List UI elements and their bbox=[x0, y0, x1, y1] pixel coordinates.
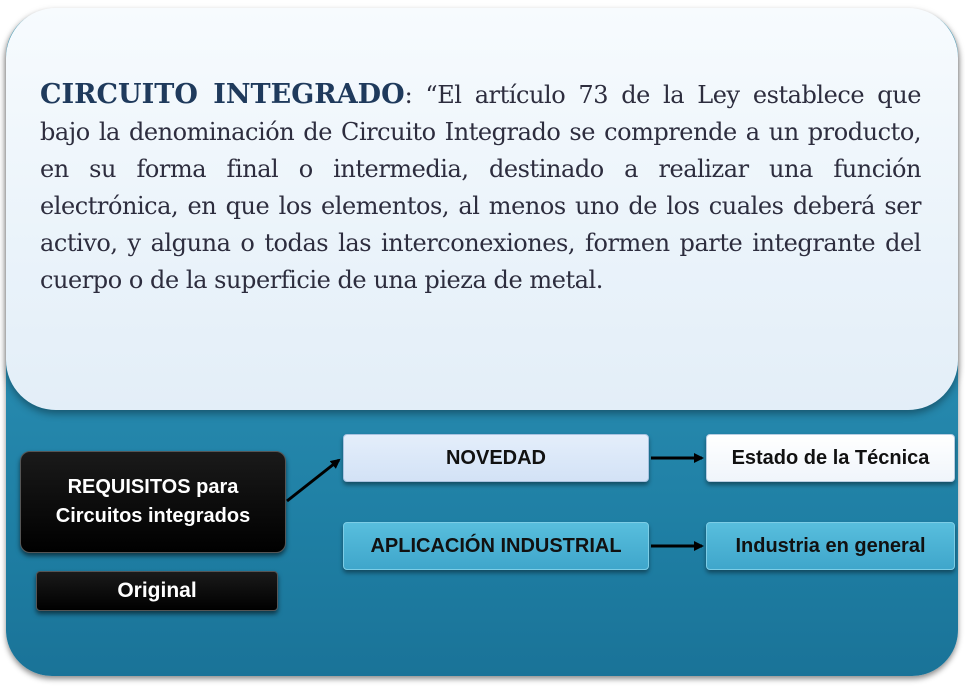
requisitos-box bbox=[20, 451, 286, 553]
definition-separator: : bbox=[404, 81, 426, 109]
aplicacion-industrial-box bbox=[343, 522, 649, 570]
original-label: Original bbox=[117, 579, 197, 602]
definition-text bbox=[40, 76, 921, 299]
definition-body: “El artículo 73 de la Ley establece que bajo la denominación de Circuito Integrado se comprende a un producto, en su forma final o intermedia, destinado a realizar una función electrónica, en que los elementos, al menos uno de los cuales deberá ser activo, y alguna o todas las interconexiones, formen parte integrante del cuerpo o de la superficie de una pieza de metal. bbox=[40, 81, 921, 294]
requisitos-title-line1: REQUISITOS para bbox=[67, 476, 239, 498]
novedad-label: NOVEDAD bbox=[445, 446, 546, 469]
estado-tecnica-box bbox=[706, 434, 955, 482]
industria-general-box bbox=[706, 522, 955, 570]
aplicacion-industrial-label: APLICACIÓN INDUSTRIAL bbox=[370, 534, 622, 557]
definition-term: CIRCUITO INTEGRADO bbox=[40, 79, 405, 110]
industria-general-label: Industria en general bbox=[735, 534, 926, 557]
original-box bbox=[36, 571, 278, 611]
estado-tecnica-label: Estado de la Técnica bbox=[731, 446, 930, 469]
requisitos-title-line2: Circuitos integrados bbox=[55, 505, 251, 527]
novedad-box bbox=[343, 434, 649, 482]
